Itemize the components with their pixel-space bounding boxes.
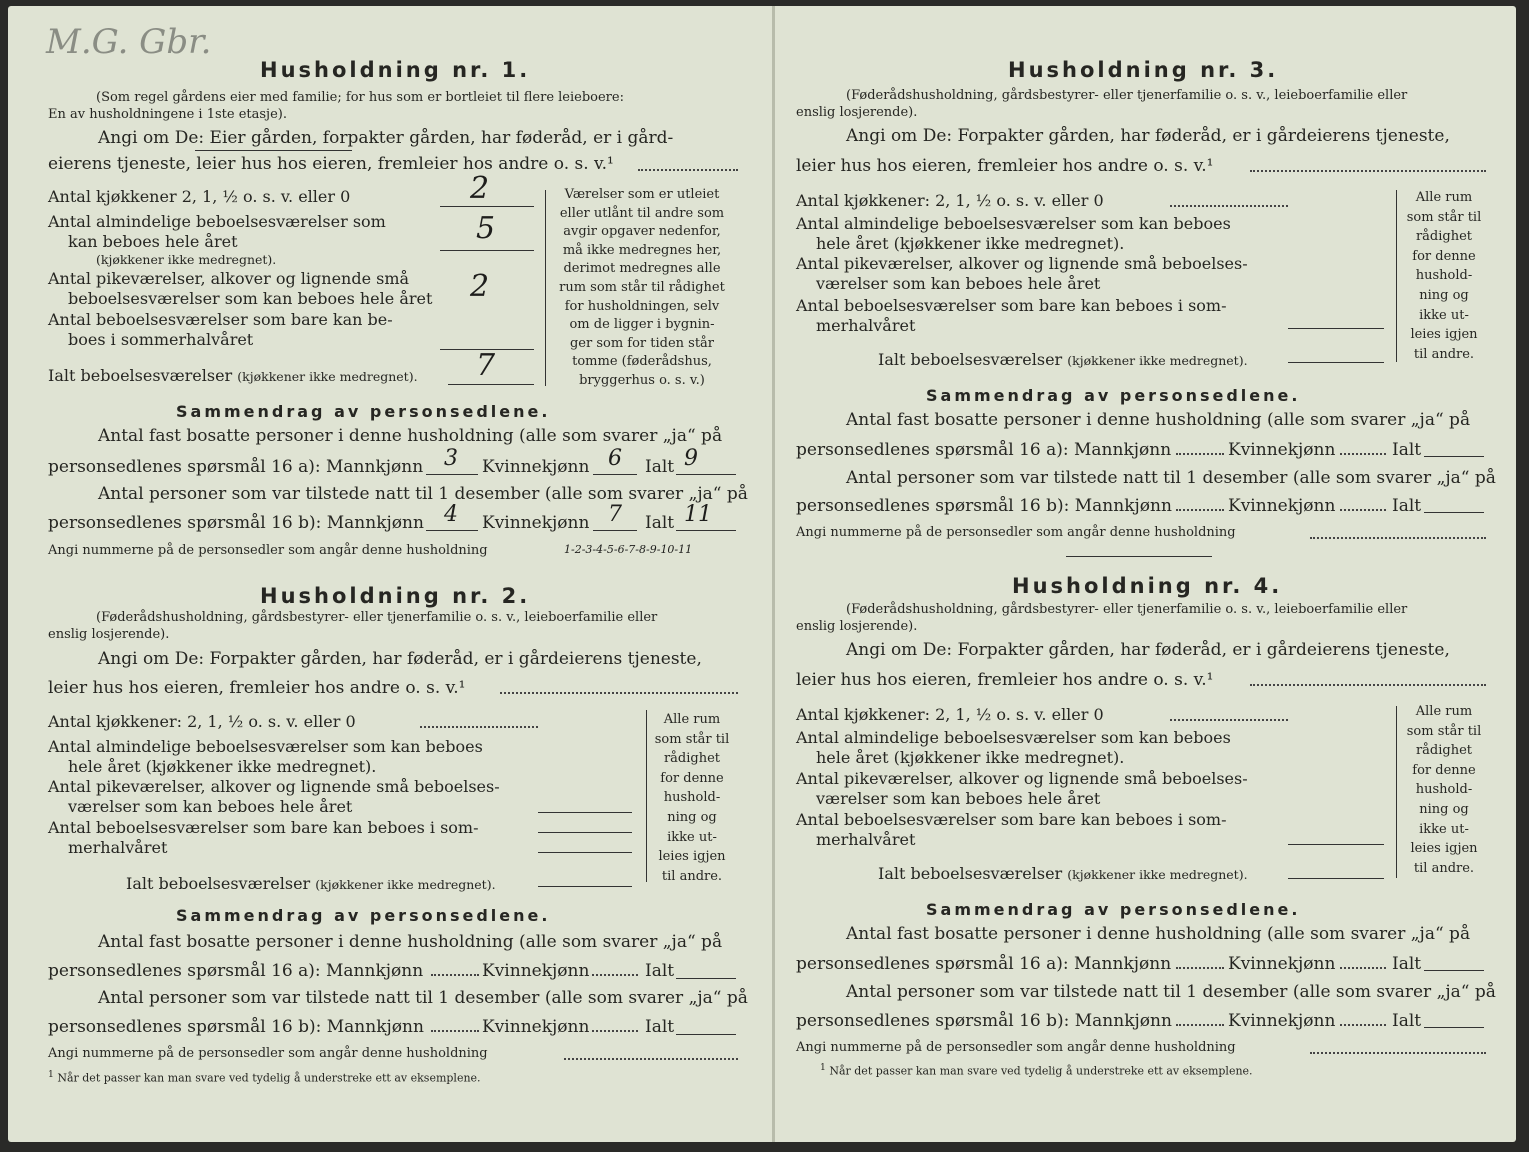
side-note-line: til andre. [1413,346,1475,362]
household-4-note-line2: enslig losjerende). [796,619,918,634]
household-4-status-question-line2: leier hus hos eieren, fremleier hos andre o. s. v.¹ [796,670,1214,690]
household-4-rooms-label-line1: Antal almindelige beboelsesværelser som kan beboes [796,728,1231,747]
right-footnote [820,1062,1253,1078]
household-2-side-note [650,710,734,886]
household-4-title: Husholdning nr. 4. [1012,574,1283,598]
household-2-note-line1: (Føderådshusholdning, gårdsbestyrer- eller tjenerfamilie o. s. v., leieboerfamilie eller [96,610,658,625]
household-4-resident-total-label: Ialt [1392,954,1422,974]
household-4-total-rooms-label [878,864,1248,883]
resident-female-value[interactable]: 6 [608,446,622,471]
household-3-title: Husholdning nr. 3. [1008,58,1279,82]
household-3-present-question: Antal personer som var tilstede natt til 1 desember (alle som svarer „ja“ på [846,468,1496,488]
total-rooms-text: Ialt beboelsesværelser [48,366,233,385]
household-2-kitchens-answer[interactable] [420,726,538,728]
side-note-line: rådighet [663,751,721,767]
household-1-status-question-line1: Angi om De: Eier gården, forpakter gården, har føderåd, er i gård- [98,128,674,148]
household-4-status-answer-line[interactable] [1250,684,1486,686]
household-1-side-note [556,186,728,391]
household-2-summer-rooms-label-line2: merhalvåret [68,838,168,857]
side-note-line: rådighet [1415,743,1473,759]
household-3-maid-rooms-label-line1: Antal pikeværelser, alkover og lignende små beboelses- [796,254,1248,273]
household-3-present-total-line [1424,512,1484,513]
household-1-resident-question: Antal fast bosatte personer i denne husholdning (alle som svarer „ja“ på [98,426,723,446]
household-4-side-brace [1396,706,1397,878]
household-4-resident-female-label: Kvinnekjønn [1228,954,1336,974]
side-note-line: tomme (føderådshus, [572,354,712,370]
household-1-status-question-line2: eierens tjeneste, leier hus hos eieren, fremleier hos andre o. s. v.¹ [48,154,614,174]
side-note-line: hushold- [1415,268,1473,284]
present-female-label: Kvinnekjønn [482,513,590,533]
side-note-line: som står til [1406,723,1482,739]
household-3-resident-female-label: Kvinnekjønn [1228,440,1336,460]
household-3-numbers-label: Angi nummerne på de personsedler som angår denne husholdning [796,525,1236,540]
household-2-side-brace [646,710,647,882]
side-note-line: som står til [654,731,730,747]
household-2-status-answer-line[interactable] [500,692,738,694]
household-2-present-total-line [676,1034,736,1035]
summer-rooms-label-line2: boes i sommerhalvåret [68,330,254,349]
household-2-summary-title: Sammendrag av personsedlene. [176,906,551,925]
side-note-line: leies igjen [1410,327,1478,343]
rooms-value[interactable]: 5 [476,211,496,246]
section-divider [1066,556,1212,557]
household-3-rooms-label-line1: Antal almindelige beboelsesværelser som kan beboes [796,214,1231,233]
side-note-line: hushold- [1415,782,1473,798]
household-3-summary-title: Sammendrag av personsedlene. [926,386,1301,405]
side-note-line: ikke ut- [1419,307,1469,323]
household-4-total-rooms-text: Ialt beboelsesværelser [878,864,1063,883]
household-4-side-note [1402,702,1486,878]
side-note-line: leies igjen [1410,841,1478,857]
household-3-resident-total-label: Ialt [1392,440,1422,460]
side-note-line: for denne [1412,762,1476,778]
household-2-title: Husholdning nr. 2. [260,584,531,608]
household-4-summer-line [1288,844,1384,845]
side-note-line: leies igjen [658,849,726,865]
household-2-present-male-answer[interactable] [431,1030,479,1032]
side-note-line: Værelser som er utleiet [564,187,720,202]
right-page [780,6,1520,1142]
household-4-present-total-line [1424,1027,1484,1028]
household-2-kitchens-label: Antal kjøkkener: 2, 1, ½ o. s. v. eller 0 [48,712,356,731]
side-note-line: for denne [1412,248,1476,264]
household-3-side-brace [1396,190,1397,362]
side-note-line: ikke ut- [667,829,717,845]
household-3-present-male-answer[interactable] [1176,509,1224,511]
side-note-line: rådighet [1415,229,1473,245]
household-3-resident-total-line [1424,456,1484,457]
household-3-resident-male-answer[interactable] [1176,453,1224,455]
household-4-status-question-line1: Angi om De: Forpakter gården, har føderåd, er i gårdeierens tjeneste, [846,640,1450,660]
household-3-total-rooms-text: Ialt beboelsesværelser [878,350,1063,369]
resident-total-value[interactable]: 9 [684,446,698,471]
household-1-numbers-label: Angi nummerne på de personsedler som angår denne husholdning [48,543,488,558]
present-male-value[interactable]: 4 [444,502,458,527]
household-3-present-female-label: Kvinnekjønn [1228,496,1336,516]
total-rooms-answer-line [448,384,534,385]
household-3-total-rooms-note: (kjøkkener ikke medregnet). [1067,353,1248,368]
household-4-summary-title: Sammendrag av personsedlene. [926,900,1301,919]
household-2-rooms-label-line1: Antal almindelige beboelsesværelser som kan beboes [48,737,483,756]
household-4-kitchens-label: Antal kjøkkener: 2, 1, ½ o. s. v. eller 0 [796,705,1104,724]
household-4-present-female-answer[interactable] [1340,1024,1386,1026]
household-2-numbers-label: Angi nummerne på de personsedler som angår denne husholdning [48,1046,488,1061]
household-2-present-male-label: personsedlenes spørsmål 16 b): Mannkjønn [48,1017,424,1037]
resident-total-label: Ialt [645,457,675,477]
resident-male-label: personsedlenes spørsmål 16 a): Mannkjønn [48,457,424,477]
resident-male-line [426,474,478,475]
household-1-summary-title: Sammendrag av personsedlene. [176,402,551,421]
household-3-numbers-answer[interactable] [1310,537,1486,539]
household-4-resident-female-answer[interactable] [1340,967,1386,969]
present-total-line [676,530,736,531]
status-answer-line[interactable] [638,169,738,171]
resident-total-line [676,474,736,475]
census-form-sheet [8,6,1516,1142]
household-2-summer-rooms-label-line1: Antal beboelsesværelser som bare kan beboes i som- [48,818,479,837]
maid-rooms-value[interactable]: 2 [470,269,490,304]
resident-male-value[interactable]: 3 [444,446,458,471]
household-2-present-female-answer[interactable] [592,1030,638,1032]
kitchens-answer-line [440,206,534,207]
household-3-rooms-label-line2: hele året (kjøkkener ikke medregnet). [816,234,1125,253]
side-note-line: må ikke medregnes her, [562,242,722,258]
household-4-total-rooms-line [1288,878,1384,879]
kitchens-value[interactable]: 2 [470,171,490,206]
household-4-maid-rooms-label-line2: værelser som kan beboes hele året [816,789,1101,808]
household-4-present-male-label: personsedlenes spørsmål 16 b): Mannkjønn [796,1011,1172,1031]
household-3-resident-question: Antal fast bosatte personer i denne husholdning (alle som svarer „ja“ på [846,410,1471,430]
household-4-numbers-answer[interactable] [1310,1052,1486,1054]
side-note-line: derimot medregnes alle [563,261,721,277]
household-2-status-question-line1: Angi om De: Forpakter gården, har føderåd, er i gårdeierens tjeneste, [98,649,702,669]
side-note-line: hushold- [663,790,721,806]
total-rooms-note: (kjøkkener ikke medregnet). [237,369,418,384]
household-2-maid-rooms-line [538,812,632,813]
resident-female-label: Kvinnekjønn [482,457,590,477]
household-3-kitchens-label: Antal kjøkkener: 2, 1, ½ o. s. v. eller 0 [796,191,1104,210]
household-2-note-line2: enslig losjerende). [48,627,170,642]
household-3-total-rooms-line [1288,362,1384,363]
rooms-label-line1: Antal almindelige beboelsesværelser som [48,212,386,231]
household-2-maid-rooms-label-line1: Antal pikeværelser, alkover og lignende små beboelses- [48,777,500,796]
household-4-rooms-label-line2: hele året (kjøkkener ikke medregnet). [816,748,1125,767]
household-3-present-total-label: Ialt [1392,496,1422,516]
side-note-line: avgir opgaver nedenfor, [563,224,721,240]
left-page [8,6,748,1142]
present-male-line [426,530,478,531]
household-1-note-line1: (Som regel gårdens eier med familie; for hus som er bortleiet til flere leieboere: [96,90,624,105]
present-total-label: Ialt [645,513,675,533]
household-2-total-rooms-line [538,886,632,887]
total-rooms-value[interactable]: 7 [476,348,496,383]
household-3-kitchens-answer[interactable] [1170,205,1288,207]
household-2-total-rooms-note: (kjøkkener ikke medregnet). [315,877,496,892]
side-note-line: ikke ut- [1419,821,1469,837]
side-note-line: om de ligger i bygnin- [569,317,715,333]
household-2-resident-female-label: Kvinnekjønn [482,961,590,981]
total-rooms-label [48,366,418,385]
household-2-present-female-label: Kvinnekjønn [482,1017,590,1037]
present-total-value[interactable]: 11 [684,502,712,527]
side-note-line: som står til [1406,209,1482,225]
household-2-rooms-label-line2: hele året (kjøkkener ikke medregnet). [68,757,377,776]
household-4-note-line1: (Føderådshusholdning, gårdsbestyrer- eller tjenerfamilie o. s. v., leieboerfamilie eller [846,602,1408,617]
side-note-line: eller utlånt til andre som [559,205,725,221]
maid-rooms-label-line1: Antal pikeværelser, alkover og lignende små [48,269,410,288]
household-4-numbers-label: Angi nummerne på de personsedler som angår denne husholdning [796,1040,1236,1055]
household-4-present-male-answer[interactable] [1176,1024,1224,1026]
household-3-status-question-line2: leier hus hos eieren, fremleier hos andre o. s. v.¹ [796,156,1214,176]
left-footnote-mark: 1 [48,1069,54,1080]
margin-handwritten-note: M.G. Gbr. [46,22,212,62]
resident-female-line [593,474,637,475]
household-4-present-female-label: Kvinnekjønn [1228,1011,1336,1031]
right-footnote-text: Når det passer kan man svare ved tydelig å understreke ett av eksemplene. [829,1064,1253,1078]
side-note-line: til andre. [1413,860,1475,876]
side-note-line: Alle rum [1415,704,1473,719]
household-4-total-rooms-note: (kjøkkener ikke medregnet). [1067,867,1248,882]
household-1-present-question: Antal personer som var tilstede natt til 1 desember (alle som svarer „ja“ på [98,484,748,504]
household-2-summer-line-b [538,852,632,853]
side-note-line: ning og [667,809,717,825]
household-2-present-total-label: Ialt [645,1017,675,1037]
household-3-summer-line [1288,328,1384,329]
household-4-resident-total-line [1424,970,1484,971]
household-2-resident-total-line [676,978,736,979]
household-4-resident-male-answer[interactable] [1176,967,1224,969]
side-note-line: ning og [1419,801,1469,817]
household-4-resident-question: Antal fast bosatte personer i denne husholdning (alle som svarer „ja“ på [846,924,1471,944]
household-2-numbers-answer[interactable] [564,1058,738,1060]
household-3-resident-female-answer[interactable] [1340,453,1386,455]
household-2-resident-female-answer[interactable] [592,974,638,976]
household-1-note-line2: En av husholdningene i 1ste etasje). [48,107,287,122]
page-fold [772,6,775,1142]
household-2-summer-line-a [538,832,632,833]
rooms-label-line3: (kjøkkener ikke medregnet). [96,252,277,267]
left-footnote-text: Når det passer kan man svare ved tydelig å understreke ett av eksemplene. [57,1071,481,1085]
household-3-summer-rooms-label-line2: merhalvåret [816,316,916,335]
household-3-present-female-answer[interactable] [1340,509,1386,511]
summer-rooms-label-line1: Antal beboelsesværelser som bare kan be- [48,310,393,329]
side-note-line: bryggerhus o. s. v.) [579,372,705,388]
household-2-maid-rooms-label-line2: værelser som kan beboes hele året [68,797,353,816]
maid-rooms-label-line2: beboelsesværelser som kan beboes hele året [68,289,433,308]
household-3-status-answer-line[interactable] [1250,170,1486,172]
household-1-resident-answer-row [48,457,423,477]
present-male-label: personsedlenes spørsmål 16 b): Mannkjønn [48,513,424,533]
household-4-present-total-label: Ialt [1392,1011,1422,1031]
household-3-present-male-label: personsedlenes spørsmål 16 b): Mannkjønn [796,496,1172,516]
household-3-resident-male-label: personsedlenes spørsmål 16 a): Mannkjønn [796,440,1172,460]
side-note-line: for husholdningen, selv [564,298,720,314]
household-2-resident-male-answer[interactable] [431,974,479,976]
household-3-total-rooms-label [878,350,1248,369]
household-3-summer-rooms-label-line1: Antal beboelsesværelser som bare kan beboes i som- [796,296,1227,315]
side-note-line: ger som for tiden står [569,335,715,351]
side-note-line: for denne [660,770,724,786]
left-footnote [48,1069,481,1085]
side-note-line: Alle rum [1415,190,1473,205]
household-4-kitchens-answer[interactable] [1170,719,1288,721]
household-3-note-line1: (Føderådshusholdning, gårdsbestyrer- eller tjenerfamilie o. s. v., leieboerfamilie eller [846,88,1408,103]
rooms-answer-line [440,250,534,251]
household-4-resident-male-label: personsedlenes spørsmål 16 a): Mannkjønn [796,954,1172,974]
present-female-line [593,530,637,531]
household-4-summer-rooms-label-line2: merhalvåret [816,830,916,849]
rooms-label-line2: kan beboes hele året [68,232,238,251]
household-3-status-question-line1: Angi om De: Forpakter gården, har føderåd, er i gårdeierens tjeneste, [846,126,1450,146]
household-2-total-rooms-label [126,874,496,893]
household-2-resident-total-label: Ialt [645,961,675,981]
side-note-brace [545,190,546,386]
household-4-summer-rooms-label-line1: Antal beboelsesværelser som bare kan beboes i som- [796,810,1227,829]
household-3-side-note [1402,188,1486,364]
household-4-present-question: Antal personer som var tilstede natt til 1 desember (alle som svarer „ja“ på [846,982,1496,1002]
side-note-line: ning og [1419,287,1469,303]
kitchens-label: Antal kjøkkener 2, 1, ½ o. s. v. eller 0 [48,187,351,206]
household-2-resident-question: Antal fast bosatte personer i denne husholdning (alle som svarer „ja“ på [98,932,723,952]
household-4-maid-rooms-label-line1: Antal pikeværelser, alkover og lignende små beboelses- [796,769,1248,788]
household-1-title: Husholdning nr. 1. [260,58,531,82]
household-2-total-rooms-text: Ialt beboelsesværelser [126,874,311,893]
household-1-numbers-value[interactable]: 1-2-3-4-5-6-7-8-9-10-11 [564,543,693,556]
side-note-line: rum som står til rådighet [559,279,725,295]
household-2-present-question: Antal personer som var tilstede natt til 1 desember (alle som svarer „ja“ på [98,988,748,1008]
right-footnote-mark: 1 [820,1062,826,1073]
household-2-status-question-line2: leier hus hos eieren, fremleier hos andre o. s. v.¹ [48,678,466,698]
household-3-note-line2: enslig losjerende). [796,105,918,120]
side-note-line: til andre. [661,868,723,884]
household-2-resident-male-label: personsedlenes spørsmål 16 a): Mannkjønn [48,961,424,981]
present-female-value[interactable]: 7 [608,502,622,527]
household-3-maid-rooms-label-line2: værelser som kan beboes hele året [816,274,1101,293]
side-note-line: Alle rum [663,712,721,727]
eier-underline [195,150,352,151]
